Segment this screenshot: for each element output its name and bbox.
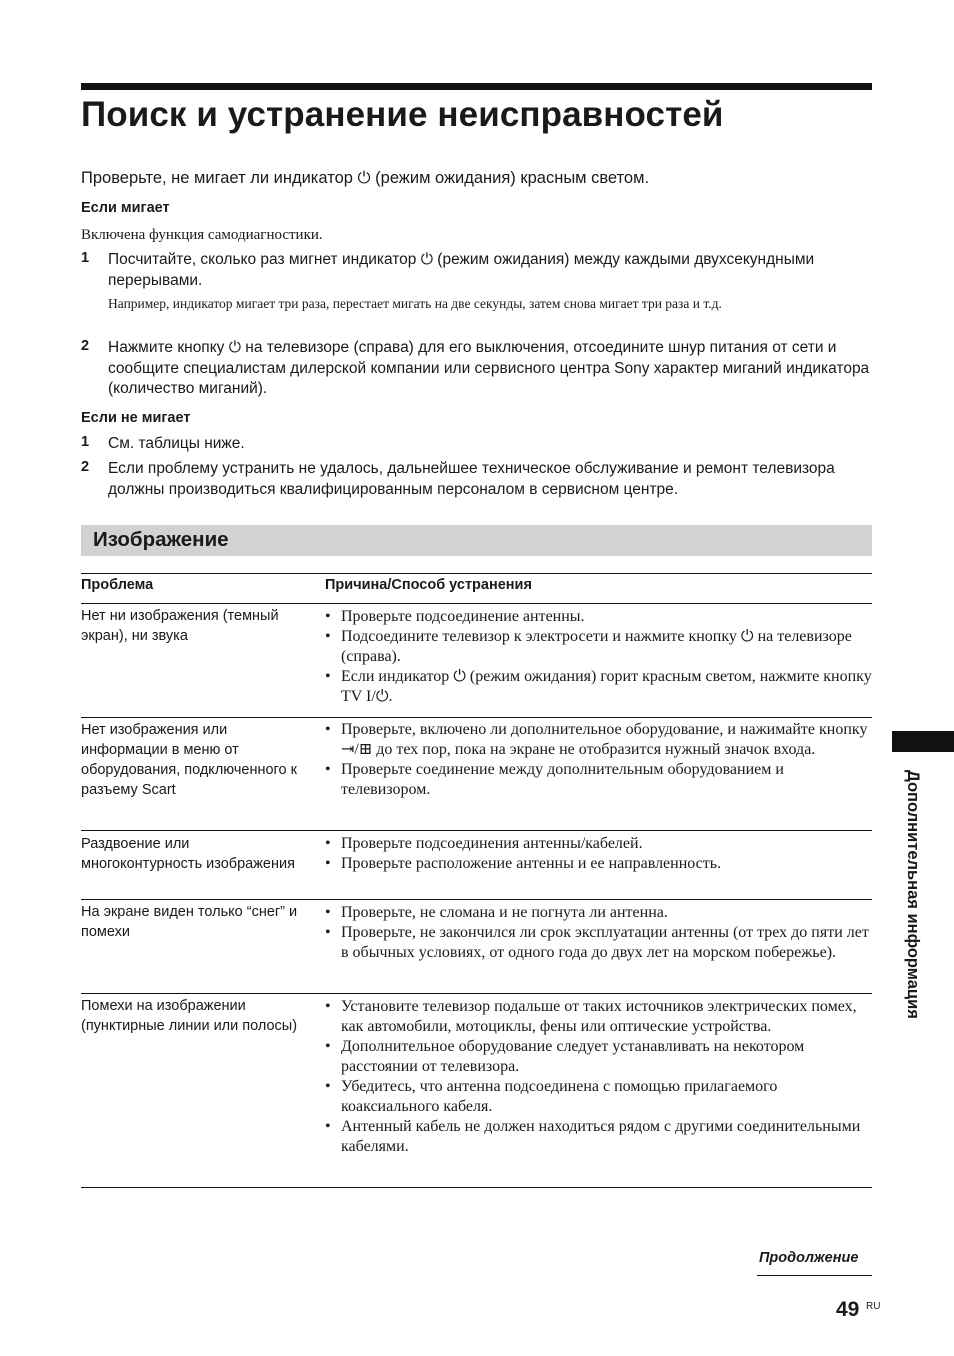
cause-item: • Дополнительное оборудование следует устанавливать на некотором расстоянии от телевизора. <box>325 1038 805 1075</box>
step-text: См. таблицы ниже. <box>108 435 245 452</box>
side-tab-marker <box>892 731 954 752</box>
page-number: 49 <box>836 1298 860 1321</box>
step-number: 2 <box>81 459 90 475</box>
table-bottom-rule <box>81 1187 872 1188</box>
cause-item: • Проверьте, не закончился ли срок эксплуатации антенны (от трех до пяти лет в обычных условиях, от одного года до двух лет на морском побережье). <box>325 924 869 961</box>
table-header-problem: Проблема <box>81 577 154 593</box>
cause-item: • Антенный кабель не должен находиться рядом с другими соединительными кабелями. <box>325 1118 861 1155</box>
table-row-causes <box>325 997 872 1157</box>
side-tab-label: Дополнительная информация <box>904 770 922 1019</box>
title-top-rule <box>81 83 872 90</box>
cause-item: • Подсоедините телевизор к электросети и нажмите кнопку ⏻ на телевизоре (справа). <box>325 628 852 665</box>
step-number: 1 <box>81 250 90 266</box>
cause-item: • Убедитесь, что антенна подсоединена с помощью прилагаемого коаксиального кабеля. <box>325 1078 778 1115</box>
table-row-causes <box>325 720 872 800</box>
not-blinking-heading: Если не мигает <box>81 410 191 426</box>
blinking-heading: Если мигает <box>81 200 170 216</box>
step-text: Нажмите кнопку ⏻ на телевизоре (справа) для его выключения, отсоедините шнур питания от сети и сообщите специалистам дилерской компании или сервисного центра Sony характер миганий индикатора (количество миганий). <box>108 339 870 397</box>
table-row-problem: Помехи на изображении (пунктирные линии или полосы) <box>81 998 298 1034</box>
table-row-problem: Раздвоение или многоконтурность изображения <box>81 836 295 872</box>
cause-item: • Проверьте расположение антенны и ее направленность. <box>325 855 722 872</box>
table-row-problem: На экране виден только “снег” и помехи <box>81 904 298 940</box>
section-header-bar <box>81 525 872 556</box>
intro-text: Проверьте, не мигает ли индикатор ⏻ (режим ожидания) красным светом. <box>81 169 650 187</box>
table-row-rule <box>81 717 872 718</box>
table-row-rule <box>81 899 872 900</box>
page-language-code: RU <box>866 1301 881 1312</box>
table-row-rule <box>81 993 872 994</box>
table-header-rule <box>81 603 872 604</box>
step-text: Посчитайте, сколько раз мигнет индикатор ⏻ (режим ожидания) между каждыми двухсекундными перерывами. <box>108 251 815 289</box>
table-row-causes <box>325 903 872 963</box>
table-row-causes <box>325 607 872 707</box>
continued-label: Продолжение <box>759 1250 859 1266</box>
table-row-problem: Нет ни изображения (темный экран), ни звука <box>81 608 279 644</box>
cause-item: • Проверьте соединение между дополнительным оборудованием и телевизором. <box>325 761 784 798</box>
step-example: Например, индикатор мигает три раза, перестает мигать на две секунды, затем снова мигает три раза и т.д. <box>108 296 722 311</box>
table-row-rule <box>81 830 872 831</box>
step-number: 2 <box>81 338 90 354</box>
continued-rule <box>757 1275 872 1276</box>
table-row-causes <box>325 834 872 874</box>
cause-item: • Установите телевизор подальше от таких источников электрических помех, как автомобили, мотоциклы, фены или оптические устройства. <box>325 998 857 1035</box>
cause-item: • Проверьте подсоединение антенны. <box>325 608 585 625</box>
cause-item: • Проверьте, не сломана и не погнута ли антенна. <box>325 904 668 921</box>
table-row-problem: Нет изображения или информации в меню от оборудования, подключенного к разъему Scart <box>81 722 297 798</box>
cause-item: • Проверьте, включено ли дополнительное оборудование, и нажимайте кнопку ⇥/⊞ до тех пор, пока на экране не отобразится нужный значок входа. <box>325 721 868 758</box>
step-number: 1 <box>81 434 90 450</box>
table-header-cause: Причина/Способ устранения <box>325 577 532 593</box>
table-top-rule <box>81 573 872 574</box>
step-text: Если проблему устранить не удалось, дальнейшее техническое обслуживание и ремонт телевизора должны производиться квалифицированным персоналом в сервисном центре. <box>108 460 835 498</box>
cause-item: • Проверьте подсоединения антенны/кабелей. <box>325 835 643 852</box>
section-title: Изображение <box>93 528 229 551</box>
self-diagnostics-note: Включена функция самодиагностики. <box>81 227 323 243</box>
page-title: Поиск и устранение неисправностей <box>81 95 724 134</box>
cause-item: • Если индикатор ⏻ (режим ожидания) горит красным светом, нажмите кнопку TV I/⏻. <box>325 668 872 705</box>
